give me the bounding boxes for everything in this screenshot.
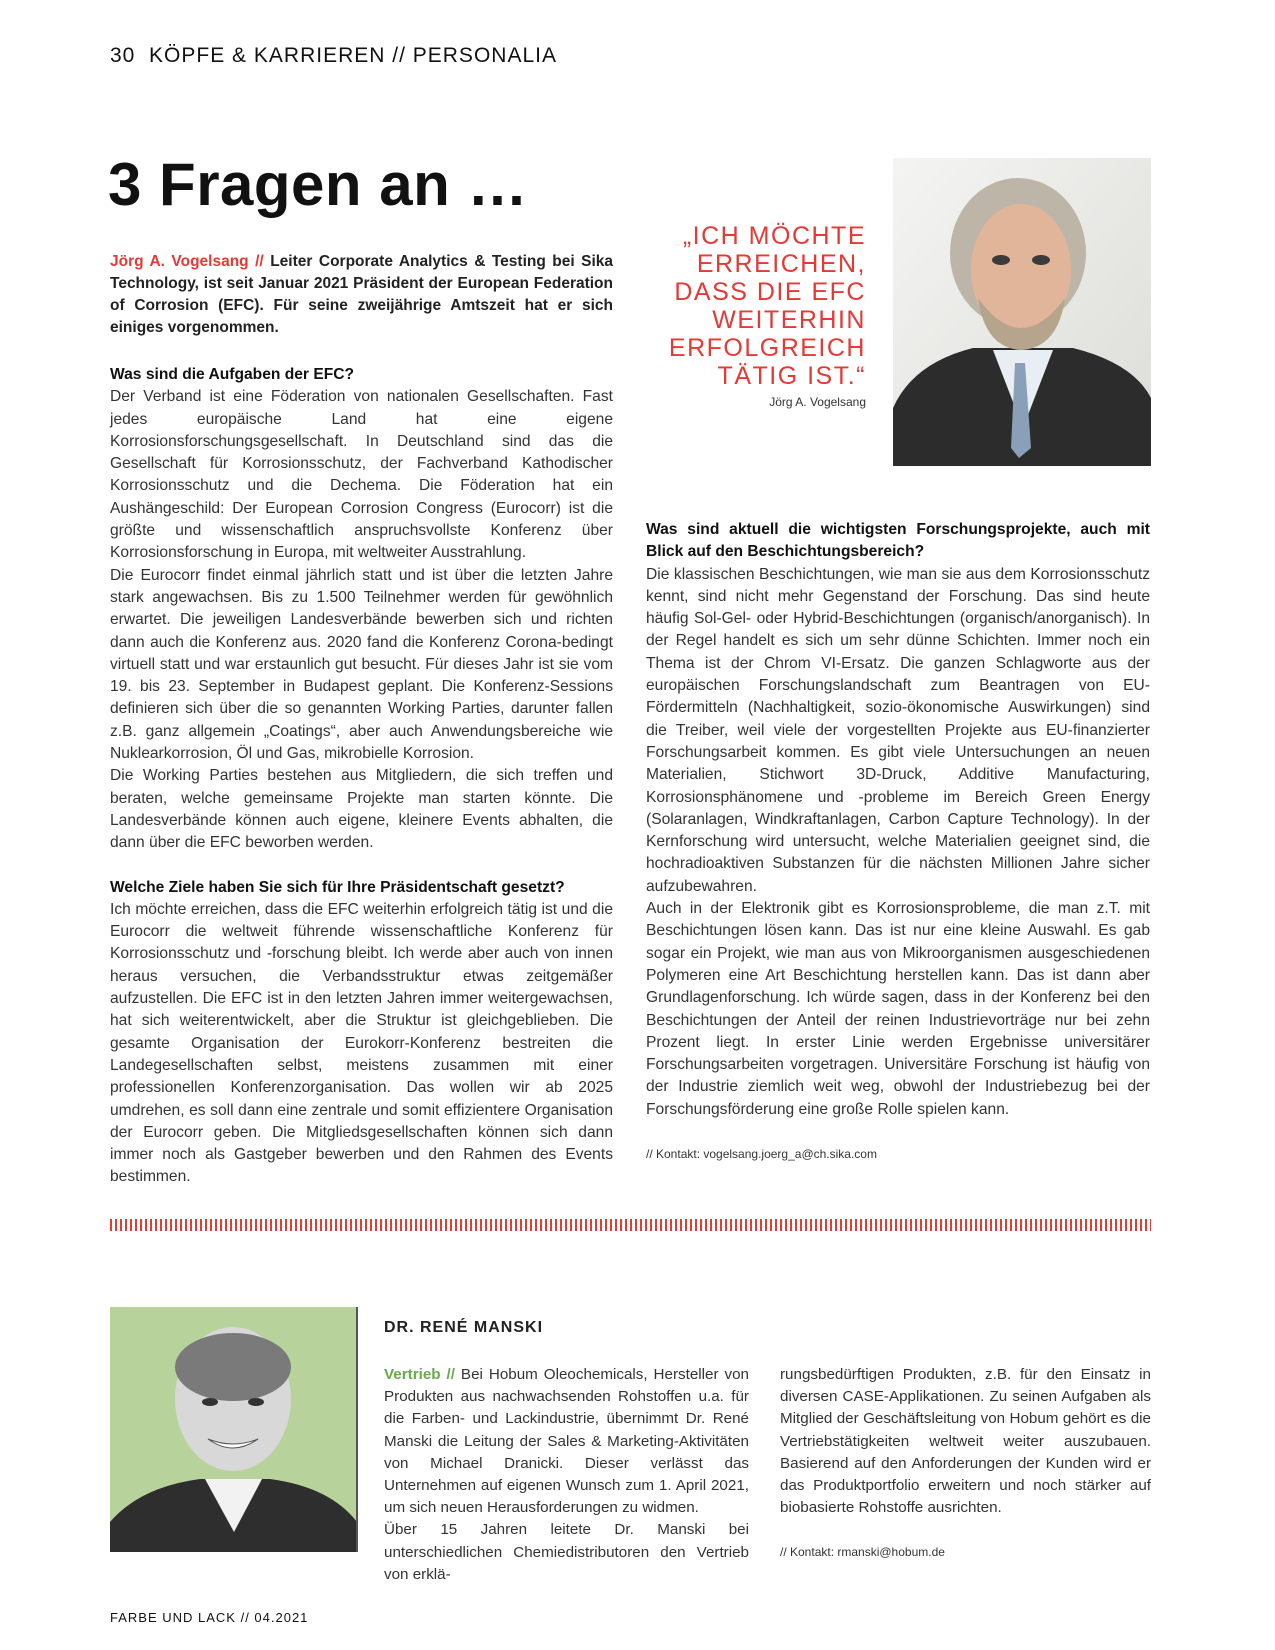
manski-column-2 (780, 1364, 1151, 1564)
answer-1-paragraph-3: Die Working Parties bestehen aus Mitgliedern, die sich treffen und beraten, welche gemeinsame Projekte man starten könnte. Die Landesverbände können auch eigene, kleinere Events abhalten, die dann über die EFC beworben werden. (110, 767, 613, 852)
answer-1-paragraph-1: Der Verband ist eine Föderation von nationalen Gesellschaften. Fast jedes europäische Land hat eine eigene Korrosionsforschungsgesellschaft. In Deutschland sind das die Gesellschaft für Korrosionsschutz, der Fachverband Kathodischer Korrosionsschutz und die Dechema. Die Föderation hat ein Aushängeschild: Der European Corrosion Congress (Eurocorr) ist die größte und wissenschaftlich anspruchsvollste Konferenz über Korrosionsforschung in Europa, mit weltweiter Ausstrahlung. (110, 388, 613, 562)
contact-manski: // Kontakt: rmanski@hobum.de (780, 1545, 945, 1560)
section-title: KÖPFE & KARRIEREN // PERSONALIA (149, 44, 557, 67)
page-number: 30 (110, 44, 136, 67)
question-2: Welche Ziele haben Sie sich für Ihre Präsidentschaft gesetzt? (110, 878, 565, 896)
page-header (110, 44, 557, 68)
answer-1-paragraph-2: Die Eurocorr findet einmal jährlich statt und ist über die letzten Jahre stark angewachsen. Bis zu 1.500 Teilnehmer werden für gewöhnlich erwartet. Die jeweiligen Landesverbände bewerben sich und richten dann auch die Konferenz aus. 2020 fand die Konferenz Corona-bedingt virtuell statt und war erstaunlich gut besucht. Für dieses Jahr ist sie vom 19. bis 23. September in Budapest geplant. Die Konferenz-Sessions definieren sich über die so genannten Working Parties, darunter fallen z.B. ganz allgemein „Coatings“, aber auch Anwendungsbereiche wie Nuklearkorrosion, Öl und Gas, mikrobielle Korrosion. (110, 566, 613, 763)
quote-author: Jörg A. Vogelsang (769, 395, 866, 409)
contact-vogelsang: // Kontakt: vogelsang.joerg_a@ch.sika.com (646, 1147, 877, 1162)
answer-3-paragraph-2: Auch in der Elektronik gibt es Korrosionsprobleme, die man z.T. mit Beschichtungen lösen kann. Das ist nur eine kleine Auswahl. Es gab sogar ein Projekt, wie man aus von Mikroorganismen ausgeschiedenen Polymeren eine Art Beschichtung herstellen kann. Das ist dann aber Grundlagenforschung. Ich würde sagen, dass in der Konferenz bei den Beschichtungen der Anteil der reinen Industrievorträge nur bei zehn Prozent liegt. In erster Linie werden Ergebnisse universitärer Forschungsarbeiten vorgetragen. Universitäre Forschung ist häufig von der Industrie ziemlich weit weg, obwohl der Industriebezug bei der Forschungsförderung eine große Rolle spielen kann. (646, 900, 1150, 1118)
article-title: 3 Fragen an … (108, 151, 528, 218)
answer-2-paragraph-1: Ich möchte erreichen, dass die EFC weiterhin erfolgreich tätig ist und die Eurocorr die weltweit führende wissenschaftliche Konferenz für Korrosionsschutz und -forschung bleibt. Ich werde aber auch von innen heraus versuchen, die Verbandsstruktur etwas zeitgemäßer aufzustellen. Die EFC ist in den letzten Jahren immer weitergewachsen, hat sich weiterentwickelt, aber die Struktur ist gleichgeblieben. Die gesamte Organisation der Eurokorr-Konferenz bestreiten die Landegesellschaften selbst, meistens zusammen mit einer professionellen Konferenzorganisation. Das wollen wir ab 2025 umdrehen, es soll dann eine zentrale und somit effizientere Organisation der Eurocorr geben. Die Mitgliedsgesellschaften können sich dann immer noch als Gastgeber bewerben und den Rahmen des Events bestimmen. (110, 900, 613, 1186)
intro-name: Jörg A. Vogelsang (110, 253, 249, 270)
person-name-manski: DR. RENÉ MANSKI (384, 1319, 544, 1336)
portrait-manski-image (110, 1307, 357, 1552)
question-1: Was sind die Aufgaben der EFC? (110, 366, 355, 383)
answer-3-paragraph-1: Die klassischen Beschichtungen, wie man sie aus dem Korrosionsschutz kennt, sind nicht mehr Gegenstand der Forschung. Das sind heute häufig Sol-Gel- oder Hybrid-Beschichtungen (organisch/anorganisch). In der Regel handelt es sich um sehr dünne Schichten. Immer noch ein Thema ist der Chrom VI-Ersatz. Die ganzen Schlagworte aus der europäischen Forschungslandschaft zum Beantragen von EU-Fördermitteln (Nachhaltigkeit, sozio-ökonomische Auswirkungen) sind die Treiber, weil viele der vorgestellten Projekte aus EU-finanzierter Forschungsarbeit kommen. Es gibt viele Untersuchungen an neuen Materialien, Stichwort 3D-Druck, Additive Manufacturing, Korrosionsphänomene und -probleme im Bereich Green Energy (Solaranlagen, Windkraftanlagen, Carbon Capture Technology). In der Kernforschung wird untersucht, welche Materialien geeignet sind, die hochradioaktiven Substanzen für die nächsten Millionen Jahre sicher aufzubewahren. (646, 565, 1150, 895)
intro-text: Leiter Corporate Analytics & Testing bei Sika Technology, ist seit Januar 2021 Präsident der European Federation of Corrosion (EFC). Für seine zweijährige Amtszeit hat er sich einiges vorgenommen. (110, 253, 614, 336)
portrait-vogelsang-image (893, 158, 1151, 466)
question-3: Was sind aktuell die wichtigsten Forschungsprojekte, auch mit Blick auf den Beschichtungsbereich? (646, 521, 1150, 561)
vertical-rule (356, 1307, 358, 1552)
manski-column-1 (384, 1364, 749, 1586)
manski-text-1: Bei Hobum Oleochemicals, Hersteller von Produkten aus nachwachsenden Rohstoffen u.a. für die Farben- und Lackindustrie, übernimmt Dr. René Manski die Leitung der Sales & Marketing-Aktivitäten von Michael Dranicki. Dieser verlässt das Unternehmen auf eigenen Wunsch zum 1. April 2021, um sich neuen Herausforderungen zu widmen. (384, 1366, 749, 1517)
column-1 (110, 364, 613, 1189)
manski-text-2: Über 15 Jahren leitete Dr. Manski bei unterschiedlichen Chemiedistributoren den Vertrieb von erklä- (384, 1521, 749, 1583)
portrait-vogelsang (893, 158, 1151, 466)
section-divider (110, 1219, 1151, 1231)
intro-separator: // (255, 253, 264, 270)
manski-label: Vertrieb // (384, 1366, 455, 1383)
portrait-manski (110, 1307, 357, 1552)
column-2 (646, 519, 1150, 1165)
manski-text-3: rungsbedürftigen Produkten, z.B. für den Einsatz in diversen CASE-Applikationen. Zu seinen Aufgaben als Mitglied der Geschäftsleitung von Hobum gehört es die Vertriebstätigkeiten weltweit weiter auszubauen. Basierend auf den Anforderungen der Kunden wird er das Produktportfolio erweitern und noch stärker auf biobasierte Rohstoffe ausrichten. (780, 1366, 1151, 1517)
pull-quote: „ICH MÖCHTE ERREICHEN, DASS DIE EFC WEITERHIN ERFOLGREICH TÄTIG IST.“ (668, 222, 866, 390)
article-intro (110, 251, 613, 339)
page-footer: FARBE UND LACK // 04.2021 (110, 1610, 309, 1625)
